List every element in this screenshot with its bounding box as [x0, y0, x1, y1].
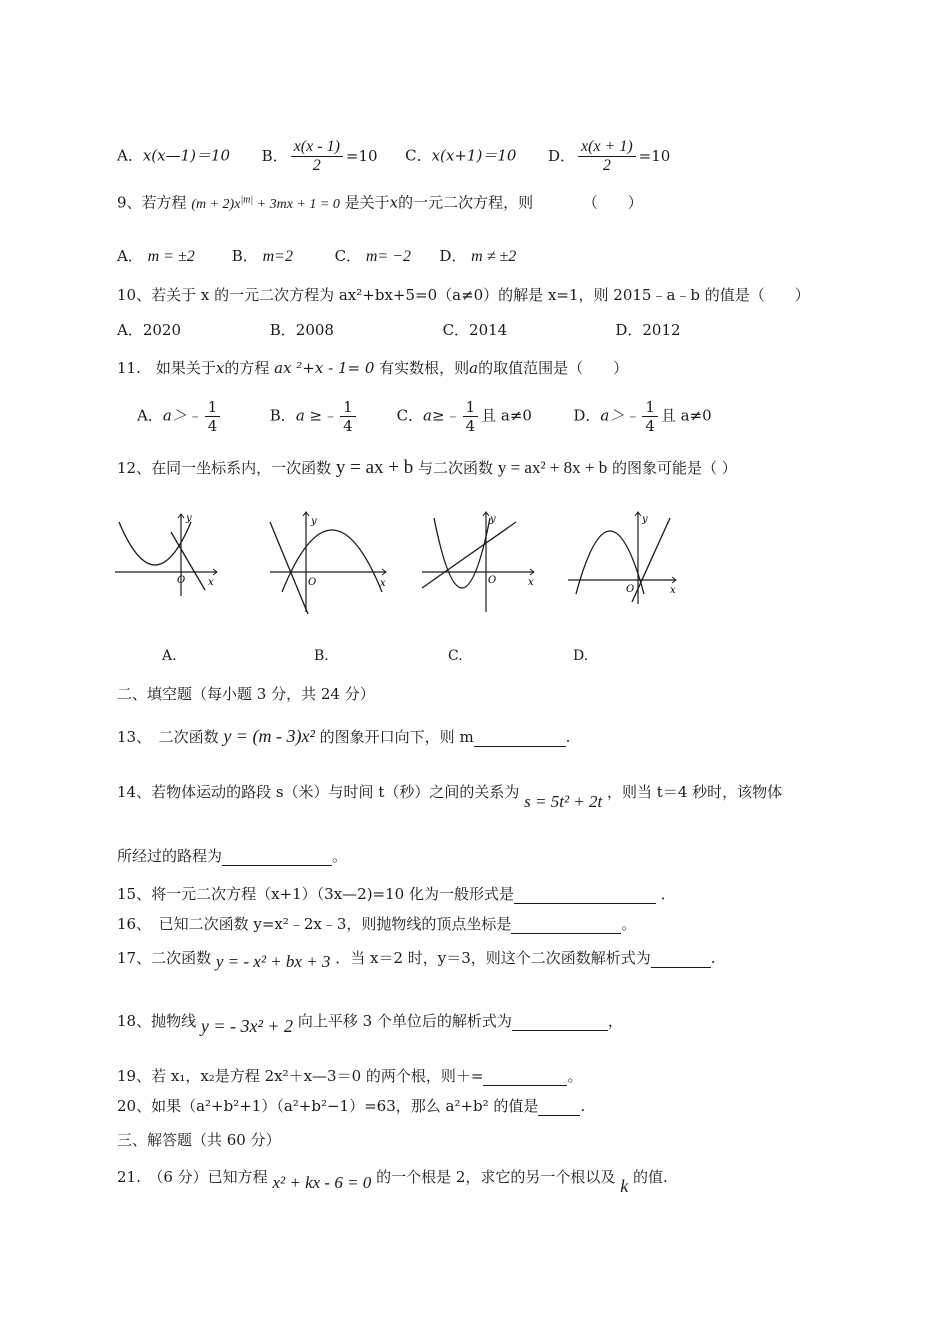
q10-option-d: D．2012 [615, 321, 681, 339]
q18-answer-blank[interactable] [512, 1014, 608, 1031]
q10-option-a: A．2020 [117, 321, 182, 339]
q11-option-c: C．a≥﹣ $\frac{1}{4}$ 且 a≠0 [396, 398, 532, 435]
axis-y-label: y [311, 516, 317, 527]
graph-b-label: B. [314, 648, 329, 664]
q20: 20、如果（a²+b²+1）（a²+b²−1）=63，那么 a²+b² 的值是 . [117, 1097, 586, 1115]
axis-x-label: x [528, 577, 534, 588]
q10-stem: 10、若关于 x 的一元二次方程为 ax²+bx+5=0（a≠0）的解是 x=1，则 2015﹣a﹣b 的值是（ ） [117, 286, 810, 304]
section2-title: 二、填空题（每小题 3 分，共 24 分） [117, 685, 375, 703]
axis-x-label: x [208, 577, 214, 588]
q18: 18、抛物线 y = - 3x² + 2 向上平移 3 个单位后的解析式为 ， [117, 1012, 623, 1036]
q9-option-b: B． m=2 [231, 247, 293, 265]
q8-option-a: A．x(x—1)＝10 [117, 146, 231, 165]
q17-answer-blank[interactable] [651, 951, 711, 968]
q8-option-c: C．x(x+1)＝10 [405, 146, 517, 165]
q15: 15、将一元二次方程（x+1）（3x—2)=10 化为一般形式是 ． [117, 885, 676, 903]
q11-option-a: A．a＞﹣ $\frac{1}{4}$ [137, 398, 265, 435]
axis-y-label: y [642, 514, 648, 525]
q8-option-b: B． $\frac{x(x - 1)}{2}$ =10 [261, 138, 378, 174]
axis-x-label: x [670, 585, 676, 596]
q9-stem: 9、若方程 $(m + 2)x^{|m|} + 3mx + 1 = 0$ 是关于x的一元二次方程，则 （ ） [117, 193, 643, 212]
graph-c [420, 508, 540, 618]
graph-d-label: D. [573, 648, 589, 664]
graph-a-label: A. [162, 648, 177, 664]
axis-y-label: y [186, 513, 192, 524]
q20-answer-blank[interactable] [538, 1099, 580, 1116]
q9-options [117, 246, 516, 267]
q9-option-d: D． m ≠ ±2 [439, 247, 517, 265]
q14: 14、若物体运动的路段 s（米）与时间 t（秒）之间的关系为 s = 5t² + 2t ，则当 t＝4 秒时，该物体 [117, 783, 783, 811]
q12-stem: 12、在同一坐标系内，一次函数 y = ax + b 与二次函数 y = ax² + 8x + b 的图象可能是（ ） [117, 457, 737, 478]
graph-a [113, 508, 223, 598]
axis-y-label: y [490, 514, 496, 525]
q16-answer-blank[interactable] [511, 917, 621, 934]
graph-d [566, 508, 682, 608]
origin-label: O [177, 575, 186, 586]
origin-label: O [488, 575, 497, 586]
q8-option-d: D． $\frac{x(x + 1)}{2}$ =10 [547, 138, 671, 174]
axis-x-label: x [380, 578, 386, 589]
origin-label: O [626, 584, 635, 595]
q14-answer-blank[interactable] [222, 849, 332, 866]
q15-answer-blank[interactable] [514, 887, 656, 904]
q11-stem: 11. 如果关于x的方程 ax ²+x - 1= 0 有实数根，则a的取值范围是（ ） [117, 359, 629, 377]
q19: 19、若 x₁，x₂是方程 2x²＋x—3＝0 的两个根，则＋= 。 [117, 1067, 583, 1085]
q11-options [137, 398, 712, 435]
q13: 13、 二次函数 y = (m - 3)x² 的图象开口向下，则 m . [117, 726, 571, 746]
section3-title: 三、解答题（共 60 分） [117, 1131, 281, 1149]
q21: 21. （6 分）已知方程 x² + kx - 6 = 0 的一个根是 2，求它的另一个根以及 k 的值. [117, 1168, 668, 1196]
graph-c-label: C. [448, 648, 463, 664]
q11-option-b: B．a ≥﹣ $\frac{1}{4}$ [270, 398, 392, 435]
q19-answer-blank[interactable] [483, 1069, 567, 1086]
graph-b [268, 508, 394, 618]
q10-options [117, 320, 681, 340]
q14-line2: 所经过的路程为 。 [117, 847, 348, 865]
origin-label: O [308, 577, 317, 588]
q10-option-b: B．2008 [269, 321, 334, 339]
q8-options [117, 138, 670, 175]
q11-option-d: D．a＞﹣ $\frac{1}{4}$ 且 a≠0 [573, 398, 712, 435]
q9-option-c: C． m= −2 [334, 247, 411, 265]
q13-answer-blank[interactable] [474, 730, 566, 747]
q10-option-c: C．2014 [442, 321, 508, 339]
q16: 16、 已知二次函数 y=x²﹣2x﹣3，则抛物线的顶点坐标是 。 [117, 915, 637, 933]
q17: 17、二次函数 y = - x² + bx + 3 ．当 x＝2 时，y＝3，则这个二次函数解析式为 . [117, 949, 716, 971]
q9-option-a: A． m = ±2 [117, 247, 195, 265]
